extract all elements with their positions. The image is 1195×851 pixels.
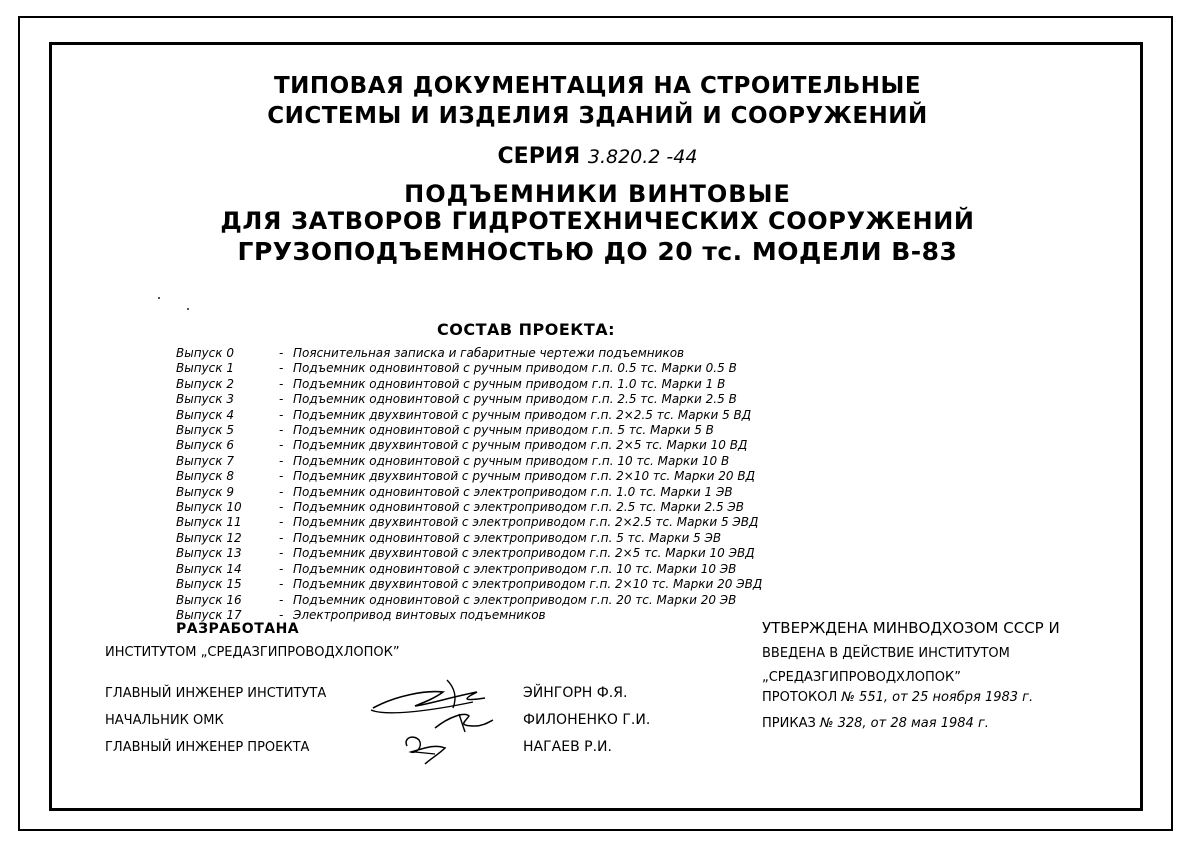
order-line [762, 716, 989, 731]
developed-title: РАЗРАБОТАНА [176, 621, 300, 637]
issue-description: Подъемник одновинтовой с электроприводом г.п. 1.0 тс. Марки 1 ЭВ [293, 484, 733, 499]
issue-description: Подъемник одновинтовой с ручным приводом г.п. 1.0 тс. Марки 1 В [293, 376, 726, 391]
issue-dash: - [279, 530, 284, 545]
issue-dash: - [279, 346, 284, 360]
issue-dash: - [279, 453, 284, 468]
issue-description: Подъемник двухвинтовой с ручным приводом г.п. 2×10 тс. Марки 20 ВД [293, 469, 755, 484]
approved-line-2: ВВЕДЕНА В ДЕЙСТВИЕ ИНСТИТУТОМ [762, 646, 1010, 661]
issue-number: Выпуск 4 [176, 407, 234, 422]
issue-number: Выпуск 7 [176, 453, 234, 468]
issue-dash: - [279, 484, 284, 499]
issue-dash: - [279, 500, 284, 515]
handwritten-signatures [365, 668, 505, 768]
issue-description: Подъемник одновинтовой с ручным приводом г.п. 5 тс. Марки 5 В [293, 423, 714, 438]
contents-item [176, 500, 956, 515]
order-label: ПРИКАЗ [762, 716, 816, 731]
issue-description: Подъемник двухвинтовой с электроприводом г.п. 2×5 тс. Марки 10 ЭВД [293, 546, 755, 561]
issue-description: Подъемник одновинтовой с электроприводом г.п. 2.5 тс. Марки 2.5 ЭВ [293, 500, 745, 515]
issue-number: Выпуск 3 [176, 392, 234, 407]
issue-dash: - [279, 407, 284, 422]
contents-item [176, 361, 956, 376]
protocol-value: № 551, от 25 ноября 1983 г. [841, 690, 1034, 705]
doc-title-line-6: ГРУЗОПОДЪЕМНОСТЬЮ ДО 20 тс. МОДЕЛИ В-83 [237, 237, 958, 266]
contents-item [176, 546, 956, 561]
issue-number: Выпуск 9 [176, 484, 234, 499]
contents-item [176, 346, 956, 361]
issue-description: Подъемник одновинтовой с электроприводом г.п. 20 тс. Марки 20 ЭВ [293, 592, 737, 607]
issue-dash: - [279, 469, 284, 484]
issue-description: Подъемник одновинтовой с ручным приводом г.п. 0.5 тс. Марки 0.5 В [293, 361, 737, 376]
contents-item [176, 562, 956, 577]
issue-description: Подъемник двухвинтовой с ручным приводом г.п. 2×5 тс. Марки 10 ВД [293, 438, 748, 453]
issue-dash: - [279, 438, 284, 453]
contents-item [176, 454, 956, 469]
contents-list [176, 346, 956, 623]
issue-number: Выпуск 2 [176, 376, 234, 391]
role-head-omk: НАЧАЛЬНИК ОМК [105, 713, 224, 728]
issue-number: Выпуск 13 [176, 546, 242, 561]
contents-item [176, 377, 956, 392]
approved-line-3: „СРЕДАЗГИПРОВОДХЛОПОК” [762, 670, 961, 685]
protocol-line [762, 690, 1033, 705]
contents-item [176, 593, 956, 608]
doc-title-line-1: ТИПОВАЯ ДОКУМЕНТАЦИЯ НА СТРОИТЕЛЬНЫЕ [273, 73, 922, 99]
issue-dash: - [279, 607, 284, 622]
contents-item [176, 577, 956, 592]
issue-description: Подъемник одновинтовой с электроприводом г.п. 10 тс. Марки 10 ЭВ [293, 561, 737, 576]
contents-item [176, 485, 956, 500]
approved-line-1: УТВЕРЖДЕНА МИНВОДХОЗОМ СССР И [762, 619, 1060, 637]
issue-number: Выпуск 10 [176, 500, 242, 515]
doc-title-line-2: СИСТЕМЫ И ИЗДЕЛИЯ ЗДАНИЙ И СООРУЖЕНИЙ [267, 103, 928, 129]
issue-number: Выпуск 6 [176, 438, 234, 453]
contents-item [176, 423, 956, 438]
role-chief-engineer-project: ГЛАВНЫЙ ИНЖЕНЕР ПРОЕКТА [105, 740, 310, 755]
order-value: № 328, от 28 мая 1984 г. [819, 716, 989, 731]
issue-dash: - [279, 392, 284, 407]
issue-description: Подъемник двухвинтовой с электроприводом г.п. 2×2.5 тс. Марки 5 ЭВД [293, 515, 759, 530]
issue-dash: - [279, 577, 284, 592]
issue-dash: - [279, 592, 284, 607]
issue-dash: - [279, 361, 284, 376]
developed-institute: ИНСТИТУТОМ „СРЕДАЗГИПРОВОДХЛОПОК” [105, 645, 400, 660]
contents-item [176, 531, 956, 546]
issue-number: Выпуск 8 [176, 469, 234, 484]
issue-number: Выпуск 12 [176, 530, 242, 545]
contents-item [176, 438, 956, 453]
series-number: 3.820.2 -44 [587, 146, 698, 168]
issue-description: Подъемник одновинтовой с ручным приводом г.п. 2.5 тс. Марки 2.5 В [293, 392, 737, 407]
issue-number: Выпуск 5 [176, 423, 234, 438]
name-einhorn: ЭЙНГОРН Ф.Я. [523, 685, 628, 701]
protocol-label: ПРОТОКОЛ [762, 690, 838, 705]
doc-title-line-5: ДЛЯ ЗАТВОРОВ ГИДРОТЕХНИЧЕСКИХ СООРУЖЕНИЙ [220, 207, 975, 235]
issue-number: Выпуск 1 [176, 361, 234, 376]
issue-number: Выпуск 0 [176, 346, 234, 360]
issue-number: Выпуск 17 [176, 607, 242, 622]
issue-description: Подъемник одновинтовой с электроприводом г.п. 5 тс. Марки 5 ЭВ [293, 530, 722, 545]
stray-mark [158, 297, 160, 299]
stray-mark [187, 308, 189, 310]
issue-description: Пояснительная записка и габаритные чертежи подъемников [293, 346, 685, 360]
issue-description: Электропривод винтовых подъемников [293, 607, 546, 622]
issue-description: Подъемник двухвинтовой с ручным приводом г.п. 2×2.5 тс. Марки 5 ВД [293, 407, 752, 422]
contents-item [176, 392, 956, 407]
role-chief-engineer-institute: ГЛАВНЫЙ ИНЖЕНЕР ИНСТИТУТА [105, 686, 327, 701]
series-line [0, 144, 1195, 169]
issue-dash: - [279, 376, 284, 391]
issue-number: Выпуск 15 [176, 577, 242, 592]
doc-title-line-4: ПОДЪЕМНИКИ ВИНТОВЫЕ [404, 180, 791, 208]
issue-number: Выпуск 14 [176, 561, 242, 576]
issue-dash: - [279, 515, 284, 530]
issue-description: Подъемник одновинтовой с ручным приводом г.п. 10 тс. Марки 10 В [293, 453, 730, 468]
issue-dash: - [279, 546, 284, 561]
name-nagaev: НАГАЕВ Р.И. [523, 739, 612, 755]
issue-dash: - [279, 561, 284, 576]
contents-item [176, 469, 956, 484]
issue-number: Выпуск 11 [176, 515, 242, 530]
issue-dash: - [279, 423, 284, 438]
series-label: СЕРИЯ [497, 144, 581, 169]
issue-description: Подъемник двухвинтовой с электроприводом г.п. 2×10 тс. Марки 20 ЭВД [293, 577, 763, 592]
contents-item [176, 515, 956, 530]
contents-heading: СОСТАВ ПРОЕКТА: [437, 320, 616, 339]
issue-number: Выпуск 16 [176, 592, 242, 607]
name-filonenko: ФИЛОНЕНКО Г.И. [523, 712, 651, 728]
contents-item [176, 408, 956, 423]
